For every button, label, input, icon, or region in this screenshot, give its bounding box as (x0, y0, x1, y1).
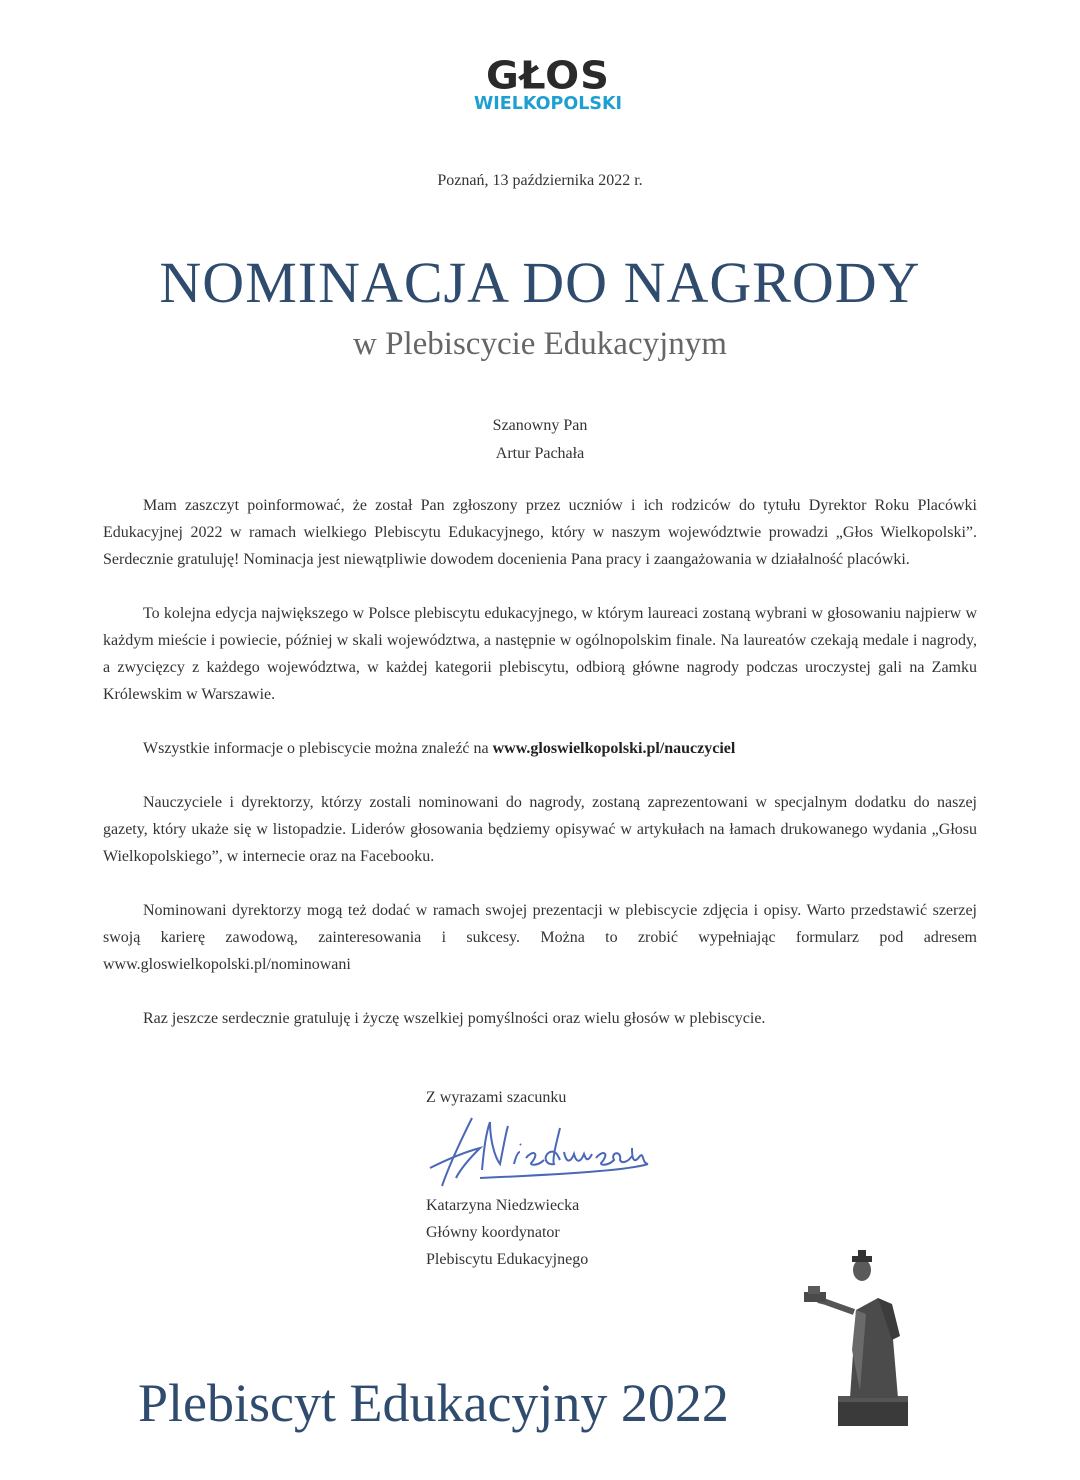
signer-role: Główny koordynator (426, 1224, 560, 1241)
teacher-statue-trophy-icon (796, 1240, 916, 1430)
logo-line-2: WIELKOPOLSKI (473, 94, 623, 114)
gazeta-logo (446, 54, 650, 116)
body-paragraph-3: Nauczyciele i dyrektorzy, którzy zostali nominowani do nagrody, zostaną zaprezentowani w specjalnym dodatku do naszej gazety, który ukaże się w listopadzie. Liderów głosowania będziemy opisywać w artykułach na łamach drukowanego wydania „Głosu Wielkopolskiego”, w internecie oraz na Facebooku. (103, 794, 977, 865)
page-title: NOMINACJA DO NAGRODY (159, 250, 921, 315)
salutation-line-1: Szanowny Pan (492, 417, 588, 434)
body-paragraph-1: Mam zaszczyt poinformować, że został Pan zgłoszony przez uczniów i ich rodziców do tytułu Dyrektor Roku Placówki Edukacyjnej 2022 w ramach wielkiego Plebiscytu Edukacyjnego, który w naszym województwie prowadzi „Głos Wielkopolski”. Serdecznie gratuluję! Nominacja jest niewątpliwie dowodem docenienia Pana pracy i zaangażowania w działalność placówki. (103, 497, 977, 568)
recipient-name: Artur Pachała (495, 445, 585, 462)
body-paragraph-4: Nominowani dyrektorzy mogą też dodać w ramach swojej prezentacji w plebiscycie zdjęcia i opisy. Warto przedstawić szerzej swoją karierę zawodową, zainteresowania i sukcesy. Można to zrobić wypełniając formularz pod adresem www.gloswielkopolski.pl/nominowani (103, 902, 977, 973)
body-paragraph-2: To kolejna edycja największego w Polsce plebiscytu edukacyjnego, w którym laureaci zostaną wybrani w głosowaniu najpierw w każdym mieście i powiecie, później w skali województwa, a następnie w ogólnopolskim finale. Na laureatów czekają medale i nagrody, a zwycięzcy z każdego województwa, w każdej kategorii plebiscytu, odbiorą główne nagrody podczas uroczystej gali na Zamku Królewskim w Warszawie. (103, 605, 977, 703)
letter-body (103, 492, 977, 1059)
page-subtitle: w Plebiscycie Edukacyjnym (353, 326, 727, 362)
salutation (0, 412, 1080, 468)
closing-phrase: Z wyrazami szacunku (426, 1089, 567, 1106)
info-text: Wszystkie informacje o plebiscycie można znaleźć na (143, 740, 493, 757)
handwritten-signature (420, 1108, 660, 1198)
info-paragraph (103, 735, 977, 762)
info-link[interactable]: www.gloswielkopolski.pl/nauczyciel (492, 740, 736, 757)
body-paragraph-5: Raz jeszcze serdecznie gratuluję i życzę wszelkiej pomyślności oraz wielu głosów w plebiscycie. (143, 1010, 766, 1027)
letter-date: Poznań, 13 października 2022 r. (437, 172, 643, 189)
signer-block (426, 1192, 588, 1273)
signer-organization: Plebiscytu Edukacyjnego (426, 1251, 589, 1268)
logo-line-1: GŁOS (486, 54, 610, 98)
signer-name: Katarzyna Niedzwiecka (426, 1197, 580, 1214)
footer-title: Plebiscyt Edukacyjny 2022 (138, 1373, 729, 1433)
